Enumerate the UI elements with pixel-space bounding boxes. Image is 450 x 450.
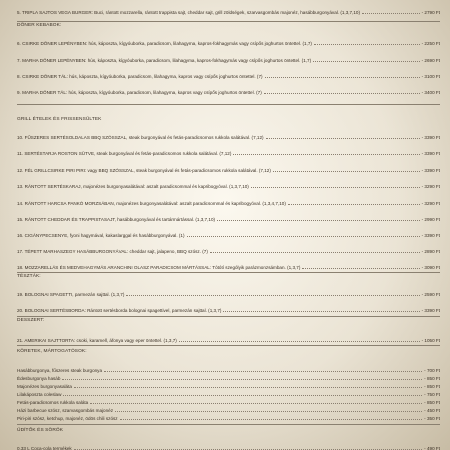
item-name: 21. AMERIKAI SAJTTORTA: csoki, karamell, áfonya vagy eper öntettel. (1,3,7) — [17, 338, 177, 343]
item-price: - 350 Ft — [424, 416, 440, 421]
item-name: Lilakáposzta coleslaw — [17, 392, 62, 397]
item-name: 14. RÁNTOTT HARCSA PANKÓ MORZSÁBAN, majonézes burgonyasalátával: aszalt paradicsommal és kapribogyóval. (1,3,4,7,10) — [17, 201, 286, 206]
item-name: 20. BOLOGNAI SERTÉSBORDA: Rántott sertésborda bolognai spagettivel, parmezán sajttal. (1,3,7) — [17, 308, 222, 313]
dot-leader — [233, 154, 419, 155]
menu-item-16 — [17, 229, 440, 238]
dot-leader — [288, 204, 420, 205]
item-name: 8. CSIRKE DÖNER TÁL: hús, káposzta, kígyóuborka, paradicsom, lilahagyma, kapros vagy csípős joghurtos öntettel. (7) — [17, 74, 263, 79]
menu-item-20 — [17, 304, 440, 313]
item-price: - 2590 Ft — [421, 292, 440, 297]
dot-leader — [126, 295, 419, 296]
item-name: Majonézes burgonyasaláta — [17, 384, 72, 389]
divider — [17, 316, 440, 317]
item-price: - 2690 Ft — [421, 58, 440, 63]
menu-item-7 — [17, 54, 440, 63]
divider — [17, 21, 440, 22]
item-price: - 3390 Ft — [421, 151, 440, 156]
dot-leader — [217, 220, 420, 221]
section-title-drinks: ÜDÍTŐK ÉS SÖRÖK — [17, 428, 64, 433]
item-name: Házi barbecue szósz, szarvasgombás majonéz — [17, 408, 114, 413]
item-name: 11. SERTÉSTARJA ROSTON SÜTVE, steak burgonyával és fetás-paradicsomos rukkola salátával. (7,12) — [17, 151, 232, 156]
dot-leader — [120, 419, 423, 420]
dot-leader — [187, 236, 420, 237]
menu-item-10 — [17, 131, 440, 140]
divider — [17, 424, 440, 425]
menu-item-6 — [17, 37, 440, 46]
dot-leader — [362, 13, 420, 14]
item-name: 7. MARHA DÖNER LEPÉNYBEN: hús, káposzta, kígyóuborka, paradicsom, lilahagyma, kapros-fokhagymás vagy csípős joghurtos öntettel. (1,7) — [17, 58, 312, 63]
item-name: 0,33 L Coca-cola termékek — [17, 446, 72, 450]
menu-item-13 — [17, 180, 440, 189]
dot-leader — [273, 171, 420, 172]
item-price: - 1050 Ft — [421, 338, 440, 343]
item-name: Hasábburgonya, fűszeres steak burgonya — [17, 368, 103, 373]
item-price: - 2250 Ft — [421, 41, 440, 46]
item-name: 10. FŰSZERES SERTÉSOLDALAS BBQ SZÓSSZAL, steak burgonyával és fetás-paradicsomos rukkola salátával. (7,12) — [17, 135, 264, 140]
dot-leader — [313, 61, 419, 62]
dot-leader — [251, 187, 420, 188]
item-name: Édesburgonya hasáb — [17, 376, 61, 381]
item-price: - 3290 Ft — [421, 201, 440, 206]
item-name: Piri-piri szósz, ketchup, majonéz, ödös chili szósz — [17, 416, 118, 421]
dot-leader — [302, 268, 419, 269]
menu-item-17 — [17, 245, 440, 254]
menu-item-14 — [17, 197, 440, 206]
item-name: 9. MARHA DÖNER TÁL: hús, káposzta, kígyóuborka, paradicsom, lilahagyma, kapros vagy csípős joghurtos öntettel. (7) — [17, 90, 262, 95]
divider — [17, 104, 440, 105]
item-price: - 750 Ft — [424, 392, 440, 397]
item-name: 12. FÉL GRILLCSIRKE PIRI PIRI: vagy BBQ SZÓSSZAL, steak burgonyával és fetás-paradicsomos rukkola salátával. (7,12) — [17, 168, 271, 173]
item-price: - 3390 Ft — [421, 168, 440, 173]
item-price: - 2890 Ft — [421, 249, 440, 254]
menu-item-18 — [17, 261, 440, 270]
item-price: - 3390 Ft — [421, 135, 440, 140]
item-price: - 450 Ft — [424, 408, 440, 413]
item-price: - 3090 Ft — [421, 265, 440, 270]
section-title-grill: GRILL ÉTELEK ÉS FRISSENSÜLTEK — [17, 117, 102, 122]
side-item — [17, 412, 440, 421]
item-price: - 850 Ft — [424, 400, 440, 405]
menu-item-11 — [17, 147, 440, 156]
menu-item-19 — [17, 288, 440, 297]
dot-leader — [265, 77, 420, 78]
item-price: - 490 Ft — [424, 446, 440, 450]
dot-leader — [223, 311, 419, 312]
menu-item-5 — [17, 6, 440, 15]
menu-item-12 — [17, 164, 440, 173]
section-title-sides: KÖRETEK, MÁRTOGATÓSOK: — [17, 349, 87, 354]
dot-leader — [264, 93, 420, 94]
menu-item-15 — [17, 213, 440, 222]
dot-leader — [314, 44, 420, 45]
item-name: 5. TRIPLA SAJTOS VEGA BURGER: Buci, rántott mozzarella, rántott trappista sajt, cheddar sajt, grill zöldségek, szarvasgombás majonéz, hasábburgonyával. (1,3,7,10) — [17, 10, 360, 15]
item-name: 15. RÁNTOTT CHEDDAR ÉS TRAPPISTASAJT, hasábburgonyával és tartármártással. (1,3,7,10) — [17, 217, 216, 222]
item-price: - 2790 Ft — [421, 10, 440, 15]
section-title-doner: DÖNER KEBABOK: — [17, 23, 62, 28]
item-price: - 850 Ft — [424, 384, 440, 389]
item-name: 16. CIGÁNYPECSENYE, fyoni hagymával, kakaslarggal és hasábburgonyával. (1) — [17, 233, 185, 238]
item-name: 17. TÉPETT MARHASZEGY HASÁBBURGONYÁVAL: cheddar sajt, jalapeno, BBQ szósz. (7) — [17, 249, 208, 254]
item-price: - 2990 Ft — [421, 217, 440, 222]
dot-leader — [266, 138, 420, 139]
item-name: 19. BOLOGNAI SPAGETTI, parmezán sajttal. (1,3,7) — [17, 292, 125, 297]
item-price: - 3390 Ft — [421, 308, 440, 313]
dot-leader — [210, 252, 420, 253]
item-price: - 3390 Ft — [421, 233, 440, 238]
item-price: - 3400 Ft — [421, 90, 440, 95]
drink-item — [17, 442, 440, 450]
item-name: 18. MOZZARELLÁS ÉS MEDVEHAGYMÁS ARANCHINI OLASZ PARADICSOM MÁRTÁSSAL: Tótótí szególyik parázmonzsámban. (1,3,7) — [17, 265, 301, 270]
item-name: 13. RÁNTOTT SERTÉSKARAJ, majonézes burgonyasalátával: aszalt paradicsommal és kapribogyóval. (1,3,7,10) — [17, 184, 249, 189]
section-title-pasta: TÉSZTÁK: — [17, 274, 41, 279]
divider — [17, 272, 440, 273]
menu-item-9 — [17, 86, 440, 95]
item-price: - 3100 Ft — [421, 74, 440, 79]
item-name: Fetás-paradicsomos rukkola saláta — [17, 400, 89, 405]
menu-item-21 — [17, 334, 440, 343]
divider — [17, 345, 440, 346]
menu-item-8 — [17, 70, 440, 79]
item-price: - 850 Ft — [424, 376, 440, 381]
section-title-dessert: DESSZERT: — [17, 318, 45, 323]
item-price: - 3290 Ft — [421, 184, 440, 189]
dot-leader — [179, 341, 420, 342]
item-name: 6. CSIRKE DÖNER LEPÉNYBEN: hús, káposzta, kígyóuborka, paradicsom, lilahagyma, kapros-fokhagymás vagy csípős joghurtos öntettel. (1,7) — [17, 41, 312, 46]
item-price: - 700 Ft — [424, 368, 440, 373]
